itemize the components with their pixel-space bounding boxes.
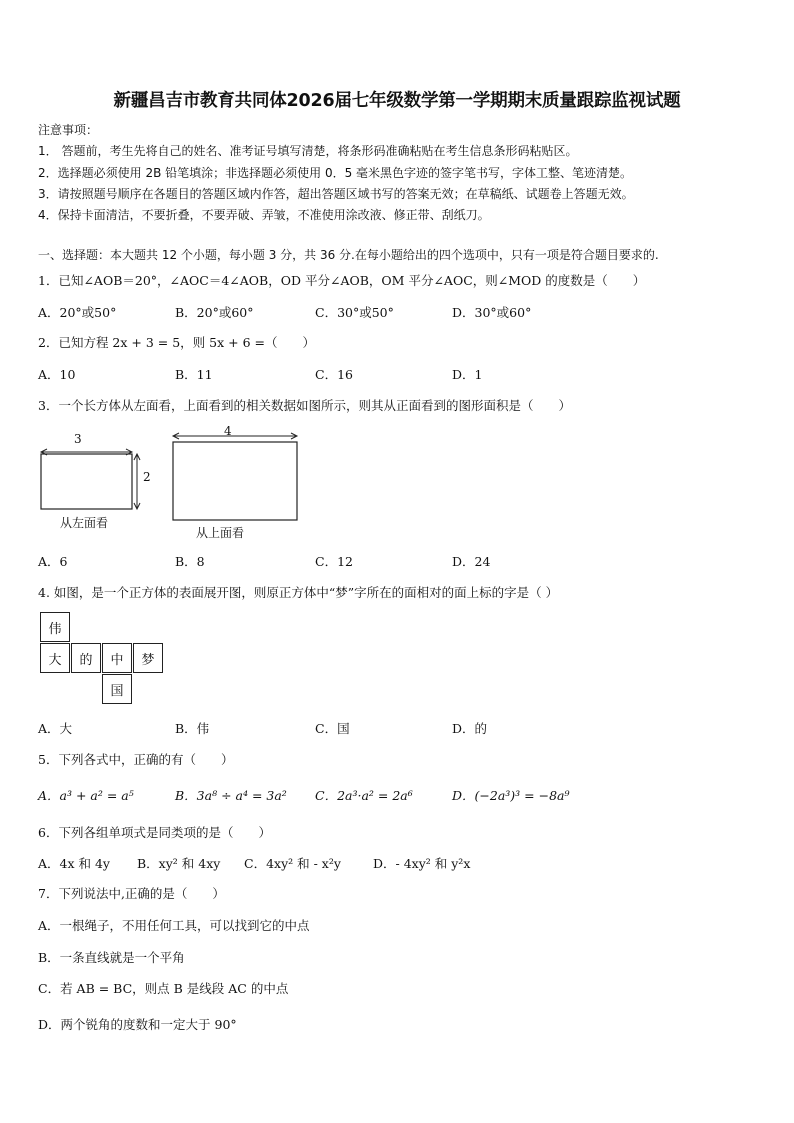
- q4-option-d: D．的: [452, 721, 488, 736]
- question-3-stem: 3．一个长方体从左面看，上面看到的相关数据如图所示，则其从正面看到的图形面积是（ ）: [38, 398, 571, 413]
- net-cell-bottom: 国: [102, 674, 132, 704]
- net-cell: 中: [102, 643, 132, 673]
- page-title: 新疆昌吉市教育共同体2026届七年级数学第一学期期末质量跟踪监视试题: [113, 91, 681, 111]
- q1-option-c: C．30°或50°: [315, 305, 394, 320]
- q5-option-d: D．(−2a³)³ = −8a⁹: [452, 788, 570, 803]
- q3-left-view-rect: [41, 454, 132, 509]
- q4-option-b: B．伟: [175, 721, 210, 736]
- notice-item: 1． 答题前，考生先将自己的姓名、准考证号填写清楚，将条形码准确粘贴在考生信息条形码粘贴区。: [38, 144, 578, 158]
- q2-option-a: A．10: [38, 367, 76, 382]
- q6-option-d: D．- 4xy² 和 y²x: [373, 856, 471, 871]
- q3-option-a: A．6: [38, 554, 68, 569]
- q5-option-b: B．3a⁸ ÷ a⁴ = 3a²: [175, 788, 287, 803]
- q3-left-caption: 从左面看: [60, 516, 109, 530]
- question-4-stem: 4. 如图，是一个正方体的表面展开图，则原正方体中“梦”字所在的面相对的面上标的字是（ ）: [38, 585, 559, 600]
- notice-heading: 注意事项：: [38, 123, 99, 137]
- question-7-stem: 7．下列说法中,正确的是（ ）: [38, 886, 225, 901]
- net-cell: 梦: [133, 643, 163, 673]
- q3-figure: [36, 424, 306, 542]
- net-cell: 大: [40, 643, 70, 673]
- q6-option-c: C．4xy² 和 - x²y: [244, 856, 341, 871]
- q1-option-d: D．30°或60°: [452, 305, 532, 320]
- q6-option-b: B．xy² 和 4xy: [137, 856, 221, 871]
- q7-option-c: C．若 AB = BC，则点 B 是线段 AC 的中点: [38, 981, 289, 996]
- section-heading: 一、选择题：本大题共 12 个小题，每小题 3 分，共 36 分.在每小题给出的四个选项中，只有一项是符合题目要求的.: [38, 248, 659, 262]
- question-5-stem: 5．下列各式中，正确的有（ ）: [38, 752, 234, 767]
- notice-item: 2．选择题必须使用 2B 铅笔填涂；非选择题必须使用 0．5 毫米黑色字迹的签字笔书写，字体工整、笔迹清楚。: [38, 166, 633, 180]
- question-2-stem: 2．已知方程 2x + 3 = 5，则 5x + 6 =（ ）: [38, 335, 315, 350]
- q3-top-width-label: 4: [224, 424, 232, 438]
- q5-option-a: A．a³ + a² = a⁵: [38, 788, 134, 803]
- q3-left-width-label: 3: [74, 432, 82, 446]
- q3-top-view-rect: [173, 442, 297, 520]
- q1-option-a: A．20°或50°: [38, 305, 117, 320]
- q3-option-c: C．12: [315, 554, 353, 569]
- q5-option-c: C．2a³·a² = 2a⁶: [315, 788, 413, 803]
- q4-option-a: A．大: [38, 721, 73, 736]
- net-cell-top: 伟: [40, 612, 70, 642]
- notice-item: 4．保持卡面清洁，不要折叠，不要弄破、弄皱，不准使用涂改液、修正带、刮纸刀。: [38, 208, 490, 222]
- q2-option-c: C．16: [315, 367, 353, 382]
- q3-option-b: B．8: [175, 554, 205, 569]
- notice-item: 3．请按照题号顺序在各题目的答题区域内作答，超出答题区域书写的答案无效；在草稿纸、试题卷上答题无效。: [38, 187, 634, 201]
- q7-option-d: D．两个锐角的度数和一定大于 90°: [38, 1017, 237, 1032]
- question-6-stem: 6．下列各组单项式是同类项的是（ ）: [38, 825, 271, 840]
- q3-option-d: D．24: [452, 554, 491, 569]
- question-1-stem: 1．已知∠AOB＝20°，∠AOC＝4∠AOB，OD 平分∠AOB，OM 平分∠AOC，则∠MOD 的度数是（ ）: [38, 273, 646, 288]
- q7-option-a: A．一根绳子，不用任何工具，可以找到它的中点: [38, 918, 310, 933]
- q1-option-b: B．20°或60°: [175, 305, 254, 320]
- q3-top-caption: 从上面看: [196, 526, 245, 540]
- q2-option-d: D．1: [452, 367, 483, 382]
- q6-option-a: A．4x 和 4y: [38, 856, 110, 871]
- q4-option-c: C．国: [315, 721, 350, 736]
- net-cell: 的: [71, 643, 101, 673]
- q2-option-b: B．11: [175, 367, 213, 382]
- q7-option-b: B．一条直线就是一个平角: [38, 950, 185, 965]
- q3-left-height-label: 2: [143, 470, 151, 484]
